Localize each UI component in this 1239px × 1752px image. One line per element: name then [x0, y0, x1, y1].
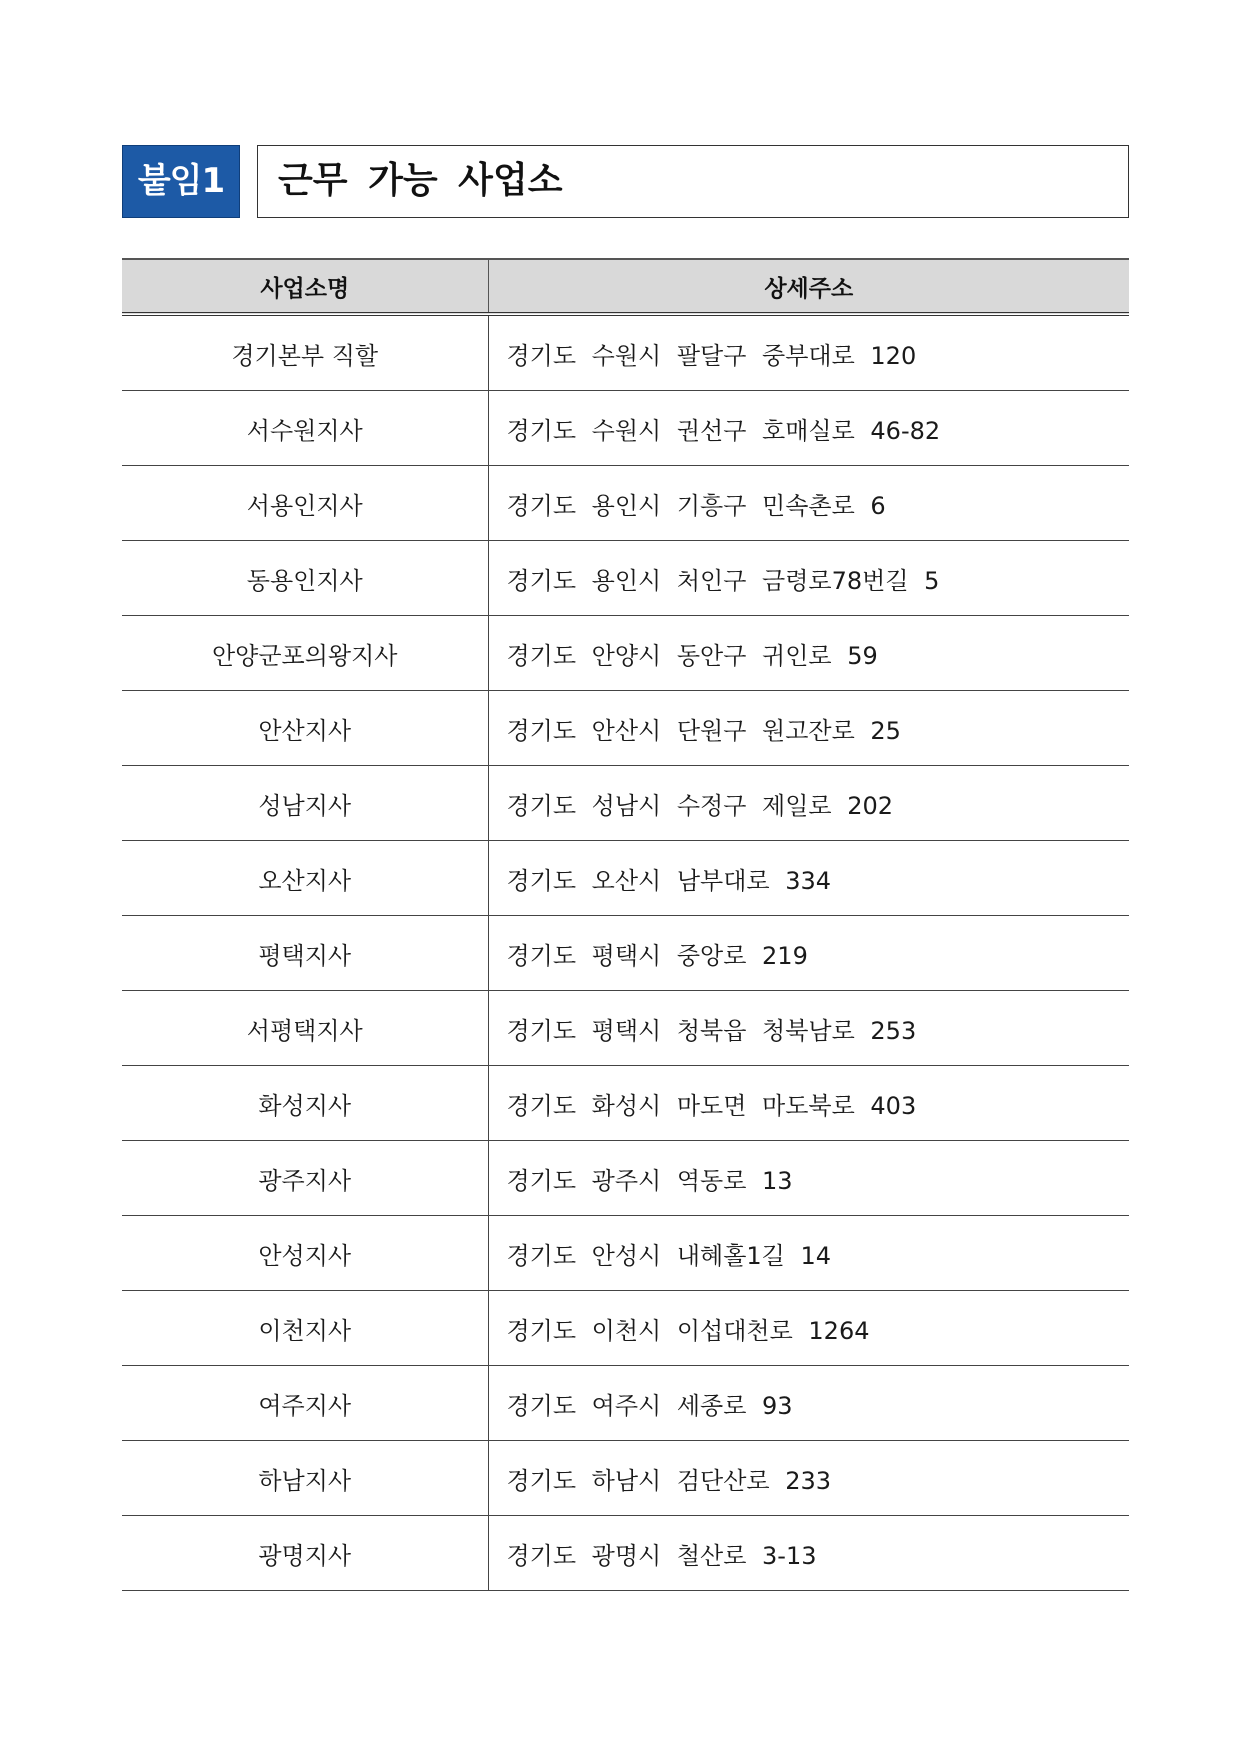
site-address: 경기도 화성시 마도면 마도북로 403 — [488, 1066, 1129, 1141]
site-address: 경기도 수원시 권선구 호매실로 46-82 — [488, 391, 1129, 466]
page-title: 근무 가능 사업소 — [257, 145, 1129, 218]
site-name: 안양군포의왕지사 — [122, 616, 488, 691]
attachment-badge: 붙임1 — [122, 145, 240, 218]
table-row — [122, 1066, 1129, 1141]
site-address: 경기도 용인시 처인구 금령로78번길 5 — [488, 541, 1129, 616]
site-address: 경기도 수원시 팔달구 중부대로 120 — [488, 314, 1129, 391]
table-row — [122, 691, 1129, 766]
column-header-address: 상세주소 — [488, 259, 1129, 314]
site-address: 경기도 이천시 이섭대천로 1264 — [488, 1291, 1129, 1366]
table-row — [122, 841, 1129, 916]
table-row — [122, 916, 1129, 991]
table-row — [122, 391, 1129, 466]
table-row — [122, 1291, 1129, 1366]
table-row — [122, 1141, 1129, 1216]
site-address: 경기도 용인시 기흥구 민속촌로 6 — [488, 466, 1129, 541]
table-row — [122, 541, 1129, 616]
table-header — [122, 259, 1129, 314]
site-name: 서평택지사 — [122, 991, 488, 1066]
table-row — [122, 1216, 1129, 1291]
site-address: 경기도 평택시 청북읍 청북남로 253 — [488, 991, 1129, 1066]
site-name: 오산지사 — [122, 841, 488, 916]
site-name: 동용인지사 — [122, 541, 488, 616]
table-row — [122, 991, 1129, 1066]
site-address: 경기도 오산시 남부대로 334 — [488, 841, 1129, 916]
site-name: 평택지사 — [122, 916, 488, 991]
site-address: 경기도 여주시 세종로 93 — [488, 1366, 1129, 1441]
table-row — [122, 766, 1129, 841]
site-name: 서용인지사 — [122, 466, 488, 541]
sites-table — [122, 258, 1129, 1591]
site-address: 경기도 안양시 동안구 귀인로 59 — [488, 616, 1129, 691]
site-name: 화성지사 — [122, 1066, 488, 1141]
table-row — [122, 314, 1129, 391]
site-address: 경기도 광명시 철산로 3-13 — [488, 1516, 1129, 1591]
site-name: 경기본부 직할 — [122, 314, 488, 391]
site-name: 여주지사 — [122, 1366, 488, 1441]
site-name: 광주지사 — [122, 1141, 488, 1216]
table-row — [122, 1366, 1129, 1441]
table-row — [122, 466, 1129, 541]
site-address: 경기도 안성시 내혜홀1길 14 — [488, 1216, 1129, 1291]
site-name: 안성지사 — [122, 1216, 488, 1291]
site-name: 하남지사 — [122, 1441, 488, 1516]
column-header-name: 사업소명 — [122, 259, 488, 314]
site-address: 경기도 하남시 검단산로 233 — [488, 1441, 1129, 1516]
site-address: 경기도 광주시 역동로 13 — [488, 1141, 1129, 1216]
table-row — [122, 1516, 1129, 1591]
table-row — [122, 616, 1129, 691]
attachment-header — [122, 145, 1129, 218]
site-name: 광명지사 — [122, 1516, 488, 1591]
site-name: 성남지사 — [122, 766, 488, 841]
site-address: 경기도 평택시 중앙로 219 — [488, 916, 1129, 991]
site-address: 경기도 안산시 단원구 원고잔로 25 — [488, 691, 1129, 766]
site-name: 안산지사 — [122, 691, 488, 766]
table-row — [122, 1441, 1129, 1516]
site-name: 이천지사 — [122, 1291, 488, 1366]
site-address: 경기도 성남시 수정구 제일로 202 — [488, 766, 1129, 841]
site-name: 서수원지사 — [122, 391, 488, 466]
